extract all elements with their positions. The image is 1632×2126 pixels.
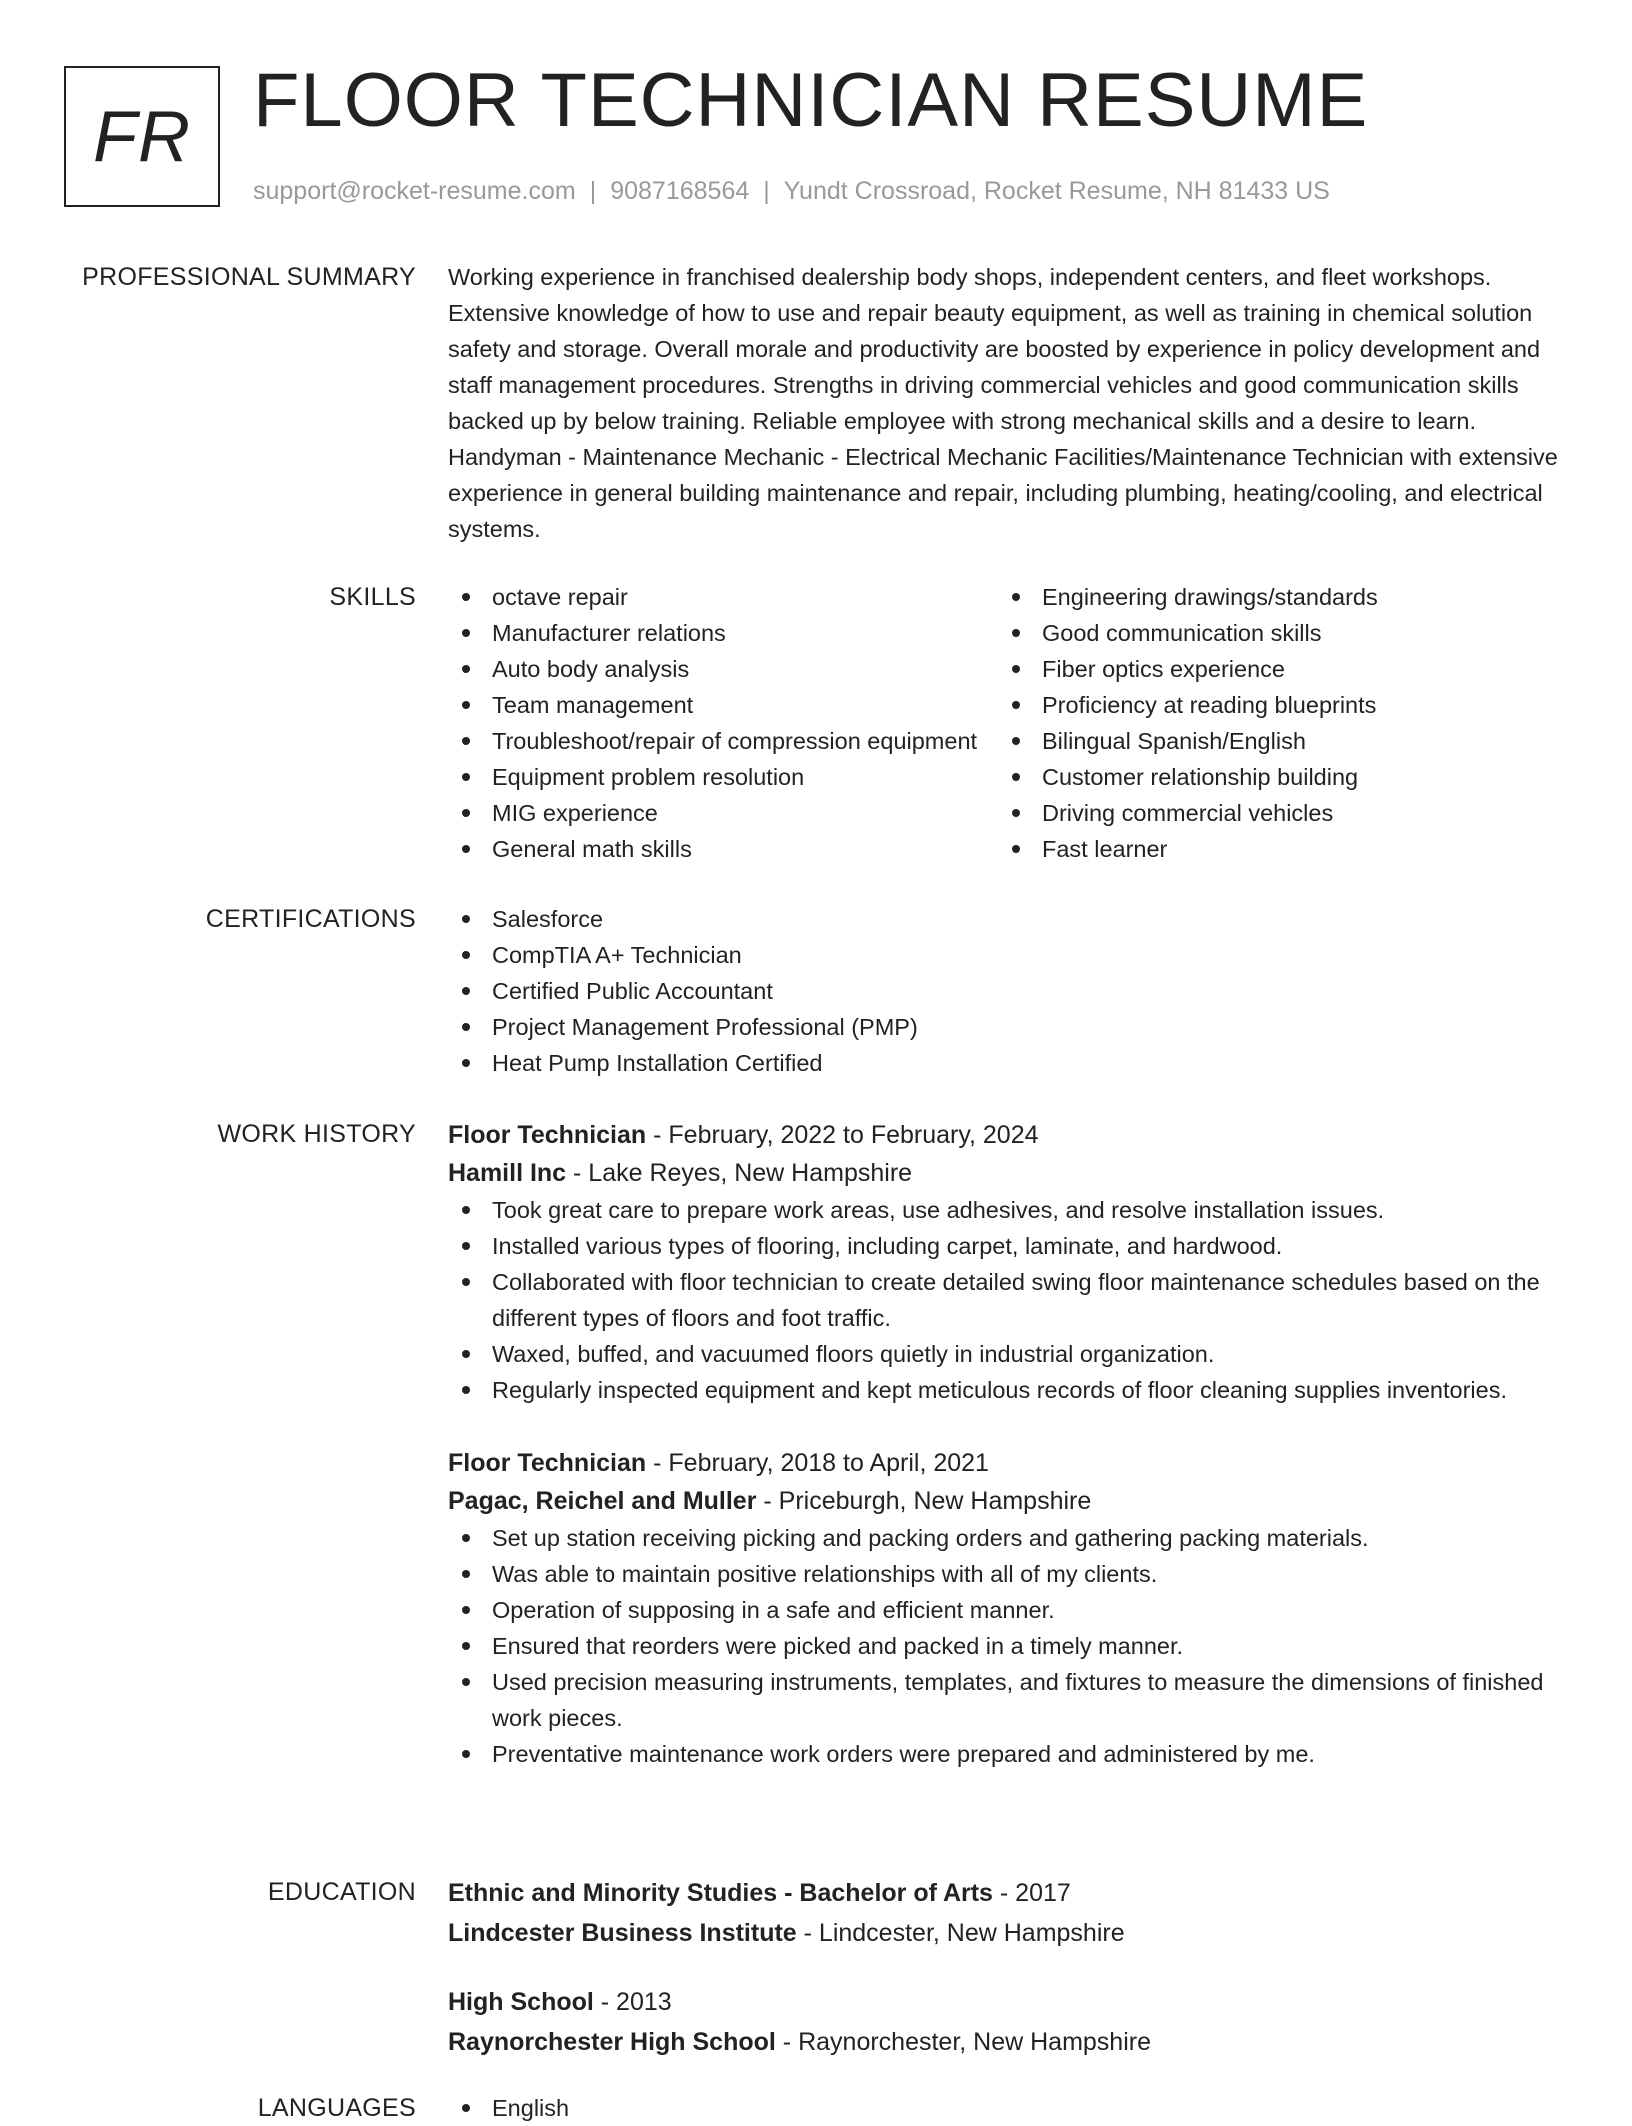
skills-list-right: [998, 579, 1548, 867]
skill-item: Equipment problem resolution: [448, 759, 998, 795]
job-entry: [448, 1444, 1568, 1772]
skill-item: Proficiency at reading blueprints: [998, 687, 1548, 723]
skill-item: Team management: [448, 687, 998, 723]
job-duties-list: [448, 1520, 1568, 1772]
job-title-line: [448, 1116, 1568, 1154]
job-title: Floor Technician: [448, 1449, 647, 1477]
job-duty-item: Collaborated with floor technician to create detailed swing floor maintenance schedules based on the different types of floors and foot traffic.: [448, 1264, 1568, 1336]
education-degree-line: [448, 1983, 1568, 2021]
certification-item: CompTIA A+ Technician: [448, 937, 1568, 973]
certifications-content: [448, 901, 1568, 1081]
education-degree: Ethnic and Minority Studies - Bachelor of Arts: [448, 1879, 993, 1907]
contact-separator: |: [763, 177, 770, 205]
job-location: - Priceburgh, New Hampshire: [756, 1487, 1092, 1515]
job-duty-item: Set up station receiving picking and packing orders and gathering packing materials.: [448, 1520, 1568, 1556]
skill-item: Troubleshoot/repair of compression equipment: [448, 723, 998, 759]
skill-item: Auto body analysis: [448, 651, 998, 687]
work-history-content: [448, 1116, 1568, 1772]
certification-item: Project Management Professional (PMP): [448, 1009, 1568, 1045]
skill-item: octave repair: [448, 579, 998, 615]
summary-content: [448, 259, 1568, 547]
certification-item: Certified Public Accountant: [448, 973, 1568, 1009]
job-duty-item: Was able to maintain positive relationships with all of my clients.: [448, 1556, 1568, 1592]
skill-item: Fiber optics experience: [998, 651, 1548, 687]
job-duty-item: Ensured that reorders were picked and packed in a timely manner.: [448, 1628, 1568, 1664]
job-duties-list: [448, 1192, 1568, 1408]
job-company-line: [448, 1154, 1568, 1192]
skill-item: Engineering drawings/standards: [998, 579, 1548, 615]
language-item: English: [448, 2090, 1568, 2126]
job-location: - Lake Reyes, New Hampshire: [566, 1159, 913, 1187]
job-duty-item: Used precision measuring instruments, templates, and fixtures to measure the dimensions of finished work pieces.: [448, 1664, 1568, 1736]
job-duty-item: Regularly inspected equipment and kept meticulous records of floor cleaning supplies inventories.: [448, 1372, 1568, 1408]
monogram-logo: FR: [64, 66, 220, 207]
job-duty-item: Preventative maintenance work orders were prepared and administered by me.: [448, 1736, 1568, 1772]
education-school: Lindcester Business Institute: [448, 1919, 797, 1947]
certification-item: Heat Pump Installation Certified: [448, 1045, 1568, 1081]
education-location: - Raynorchester, New Hampshire: [775, 2028, 1151, 2056]
languages-list: [448, 2090, 1568, 2126]
summary-text: Working experience in franchised dealership body shops, independent centers, and fleet workshops. Extensive knowledge of how to use and repair beauty equipment, as well as training in chemical solution safety and storage. Overall morale and productivity are boosted by experience in policy development and staff management procedures. Strengths in driving commercial vehicles and good communication skills backed up by below training. Reliable employee with strong mechanical skills and a desire to learn. Handyman - Maintenance Mechanic - Electrical Mechanic Facilities/Maintenance Technician with extensive experience in general building maintenance and repair, including plumbing, heating/cooling, and electrical systems.: [448, 264, 1558, 542]
job-dates: - February, 2018 to April, 2021: [646, 1449, 989, 1477]
education-content: [448, 1874, 1568, 2061]
education-school-line: [448, 2023, 1568, 2061]
job-dates: - February, 2022 to February, 2024: [646, 1121, 1039, 1149]
education-school: Raynorchester High School: [448, 2028, 776, 2056]
section-label-languages: LANGUAGES: [257, 2094, 416, 2122]
skill-item: Good communication skills: [998, 615, 1548, 651]
job-duty-item: Operation of supposing in a safe and efficient manner.: [448, 1592, 1568, 1628]
certifications-list: [448, 901, 1568, 1081]
education-school-line: [448, 1914, 1568, 1952]
job-entry: [448, 1116, 1568, 1408]
job-title: Floor Technician: [448, 1121, 647, 1149]
contact-phone: 9087168564: [610, 177, 750, 205]
skill-item: General math skills: [448, 831, 998, 867]
contact-email: support@rocket-resume.com: [253, 177, 576, 205]
job-duty-item: Waxed, buffed, and vacuumed floors quietly in industrial organization.: [448, 1336, 1568, 1372]
skill-item: MIG experience: [448, 795, 998, 831]
languages-content: [448, 2090, 1568, 2126]
section-label-skills: SKILLS: [329, 583, 416, 611]
education-entry: [448, 1874, 1568, 1952]
education-year: - 2013: [593, 1988, 672, 2016]
job-title-line: [448, 1444, 1568, 1482]
education-entry: [448, 1983, 1568, 2061]
skill-item: Fast learner: [998, 831, 1548, 867]
job-company-line: [448, 1482, 1568, 1520]
skill-item: Bilingual Spanish/English: [998, 723, 1548, 759]
job-duty-item: Installed various types of flooring, including carpet, laminate, and hardwood.: [448, 1228, 1568, 1264]
contact-separator: |: [589, 177, 597, 205]
resume-title: FLOOR TECHNICIAN RESUME: [253, 58, 1369, 143]
section-label-work-history: WORK HISTORY: [217, 1120, 416, 1148]
education-degree-line: [448, 1874, 1568, 1912]
contact-address: Yundt Crossroad, Rocket Resume, NH 81433 US: [783, 177, 1330, 205]
job-company: Hamill Inc: [448, 1159, 567, 1187]
skills-list-left: [448, 579, 998, 867]
education-year: - 2017: [992, 1879, 1071, 1907]
education-location: - Lindcester, New Hampshire: [796, 1919, 1125, 1947]
contact-line: [253, 174, 1330, 208]
job-company: Pagac, Reichel and Muller: [448, 1487, 757, 1515]
section-label-summary: PROFESSIONAL SUMMARY: [82, 263, 416, 291]
skills-content: [448, 579, 1568, 867]
certification-item: Salesforce: [448, 901, 1568, 937]
skill-item: Driving commercial vehicles: [998, 795, 1548, 831]
skill-item: Manufacturer relations: [448, 615, 998, 651]
section-label-certifications: CERTIFICATIONS: [205, 905, 416, 933]
section-label-education: EDUCATION: [267, 1878, 416, 1906]
job-duty-item: Took great care to prepare work areas, use adhesives, and resolve installation issues.: [448, 1192, 1568, 1228]
education-degree: High School: [448, 1988, 594, 2016]
skill-item: Customer relationship building: [998, 759, 1548, 795]
